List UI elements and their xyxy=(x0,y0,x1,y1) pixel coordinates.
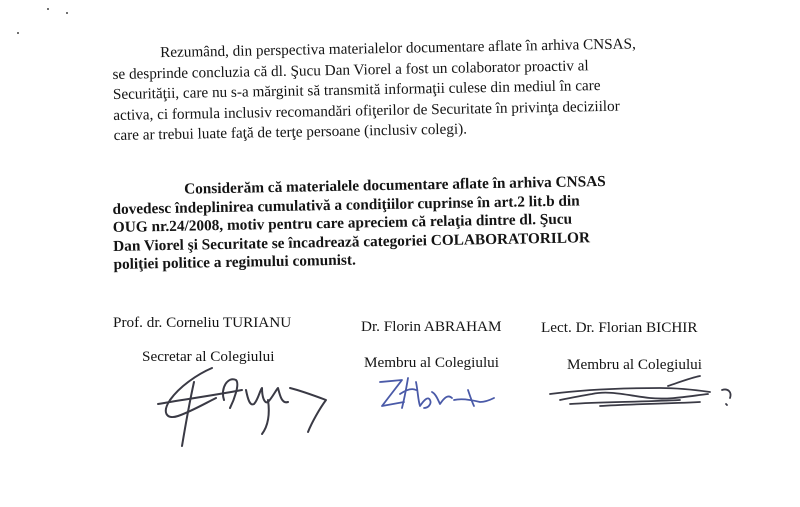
signatory-role: Membru al Colegiului xyxy=(364,354,499,371)
paragraph-line: poliţiei politice a regimului comunist. xyxy=(113,251,356,274)
paragraph-line: OUG nr.24/2008, motiv pentru care apreciem că relaţia dintre dl. Şucu xyxy=(112,210,573,237)
signatory-role: Secretar al Colegiului xyxy=(142,348,275,365)
paragraph-line: Considerăm că materialele documentare aflate în arhiva CNSAS xyxy=(183,172,606,198)
handwritten-signature-bichir xyxy=(540,370,750,420)
signatory-name: Dr. Florin ABRAHAM xyxy=(361,318,502,335)
signatory-name: Prof. dr. Corneliu TURIANU xyxy=(113,314,292,331)
signatory-name: Lect. Dr. Florian BICHIR xyxy=(541,319,698,336)
conclusion-paragraph xyxy=(112,170,746,275)
paragraph-line: se desprinde concluzia că dl. Şucu Dan Viorel a fost un colaborator proactiv al xyxy=(112,56,589,83)
handwritten-signature-turianu xyxy=(150,360,340,455)
paragraph-line: dovedesc îndeplinirea cumulativă a condiţiilor cuprinse în art.2 lit.b din xyxy=(112,192,580,218)
paragraph-line: care ar trebui luate faţă de terţe persoane (inclusiv colegi). xyxy=(113,120,468,145)
paragraph-line: Dan Viorel şi Securitate se încadrează categoriei COLABORATORILOR xyxy=(113,229,591,255)
paragraph-line: Rezumând, din perspectiva materialelor documentare aflate în arhiva CNSAS, xyxy=(160,35,636,62)
handwritten-signature-abraham xyxy=(372,372,512,422)
signatory-role: Membru al Colegiului xyxy=(567,356,702,373)
paragraph-line: Securităţii, care nu s-a mărginit să transmită informaţii culese din mediul în care xyxy=(112,77,601,104)
summary-paragraph xyxy=(112,32,746,147)
paragraph-line: activa, ci formula inclusiv recomandări ofiţerilor de Securitate în privinţa deciziilor xyxy=(113,97,620,124)
